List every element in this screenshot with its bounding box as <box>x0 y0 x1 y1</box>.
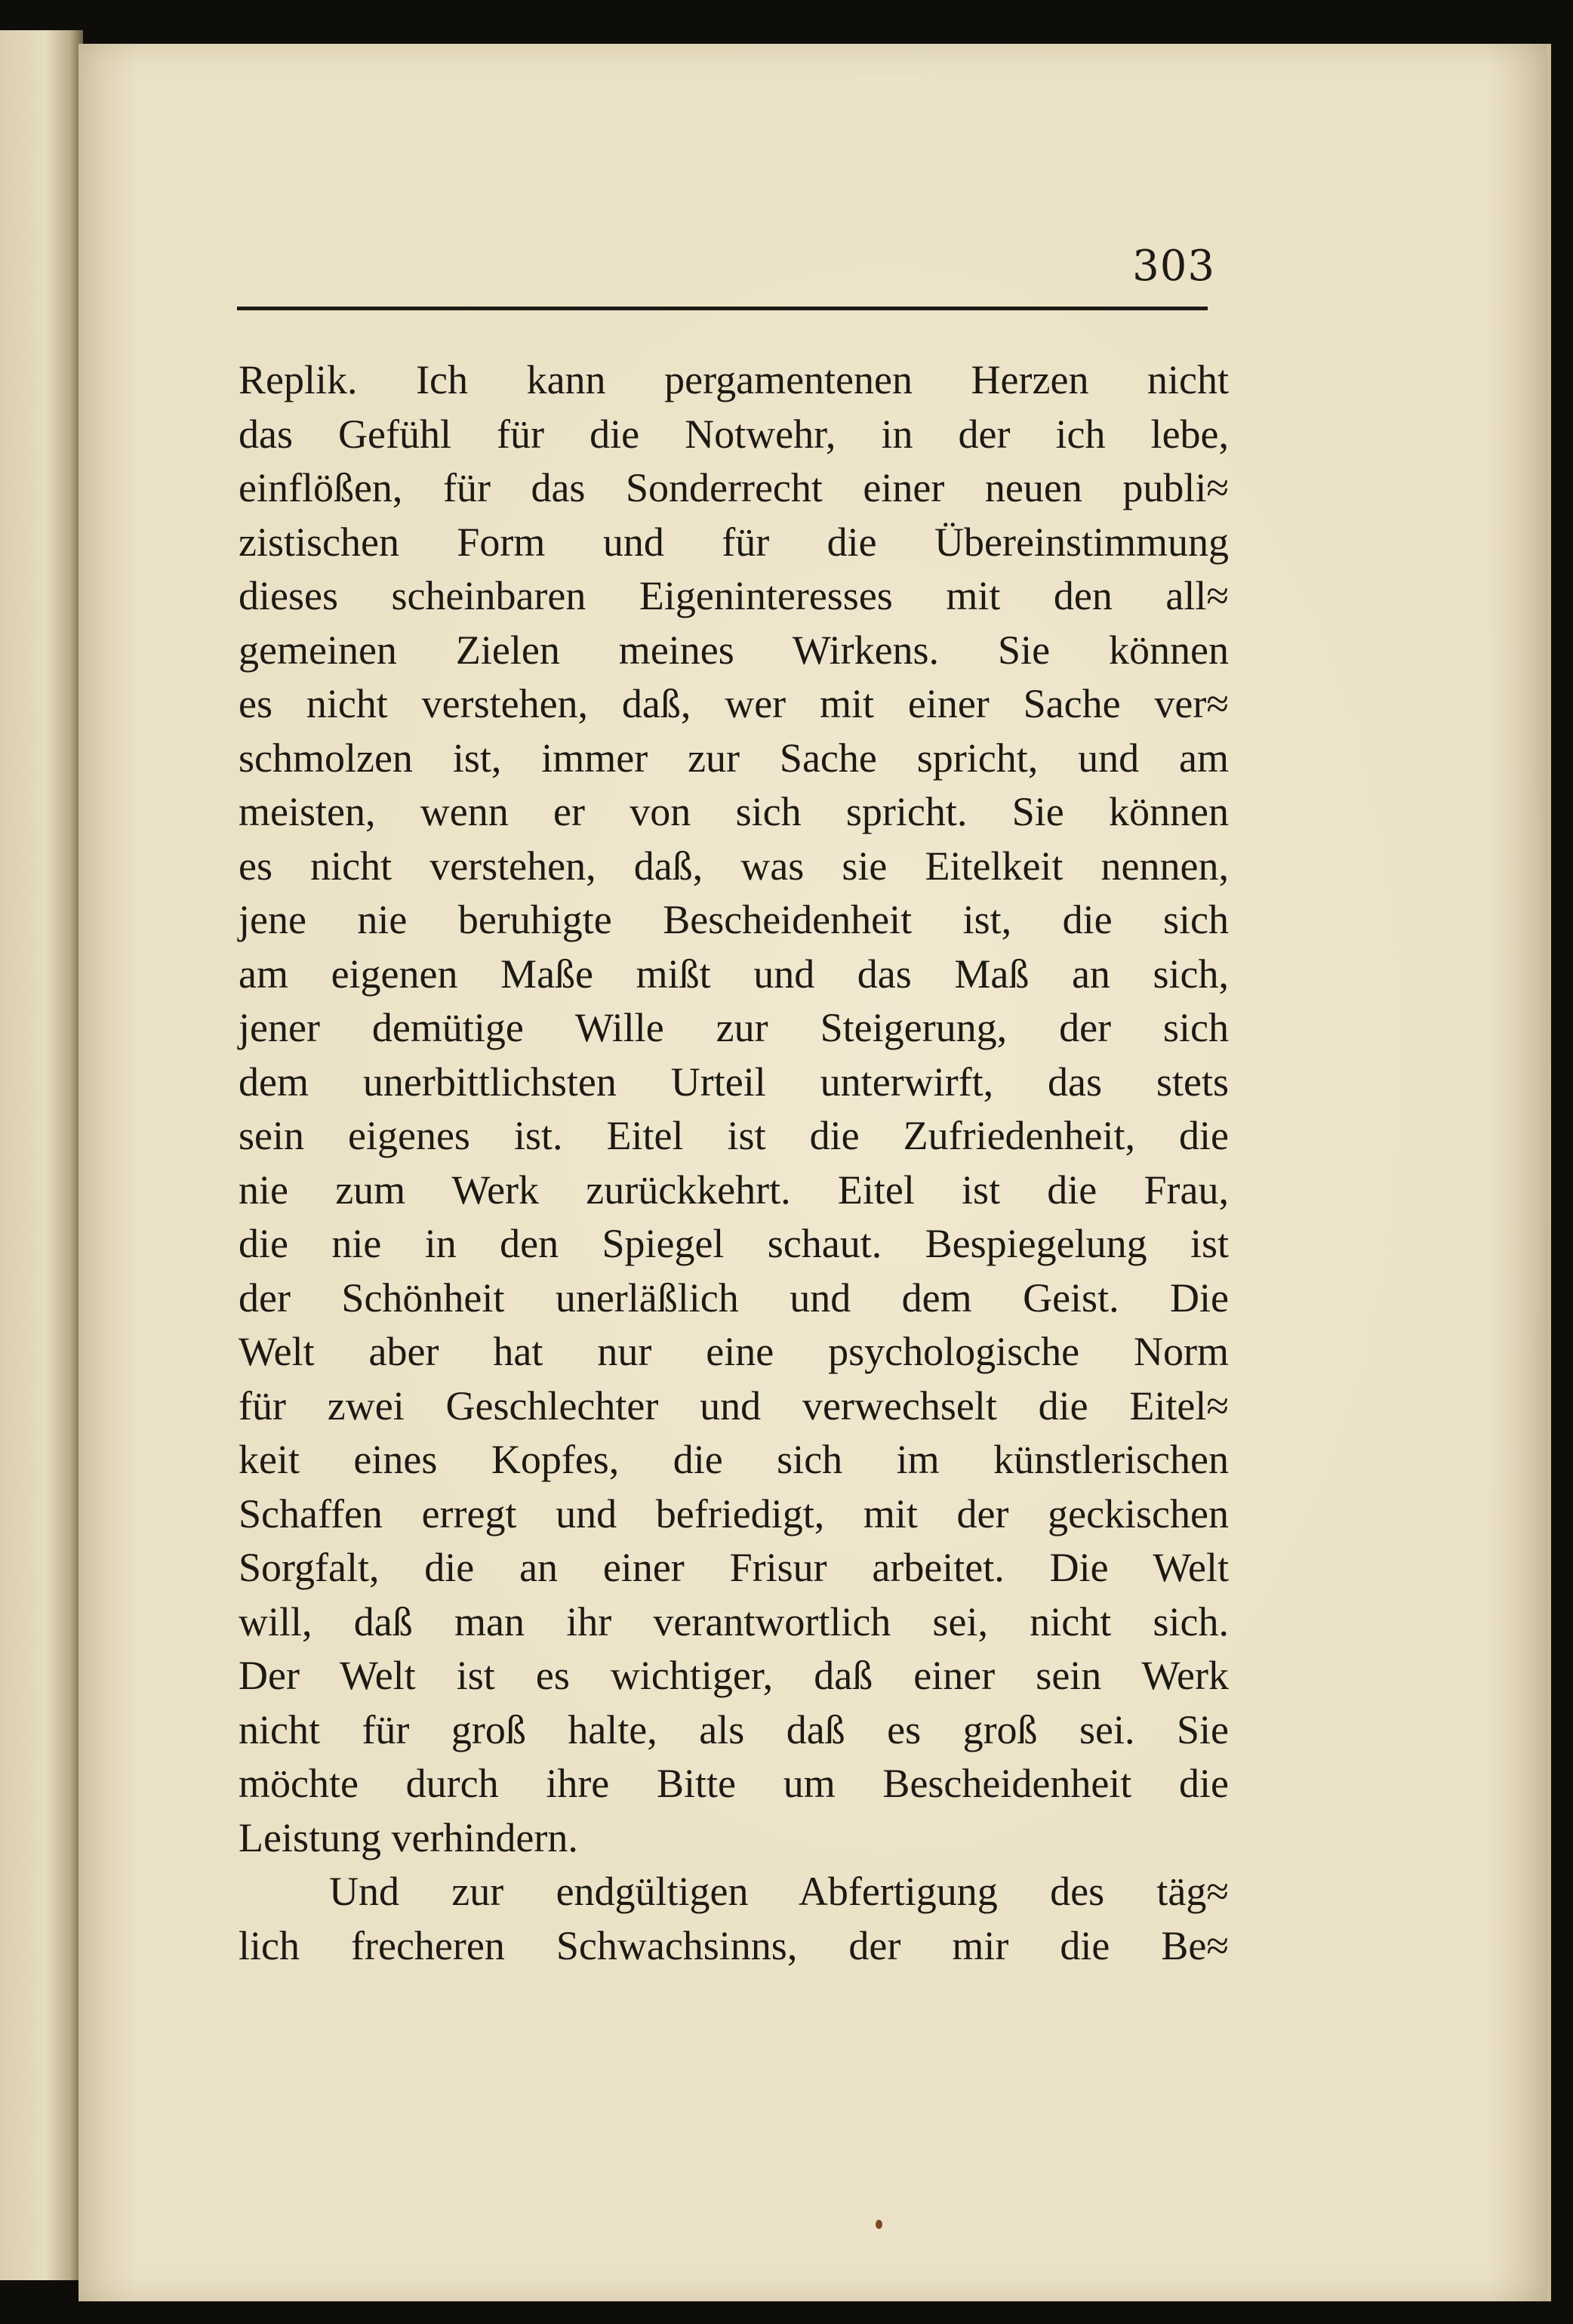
text-line: will, daß man ihr verantwortlich sei, nicht sich. <box>239 1598 1229 1644</box>
text-line: für zwei Geschlechter und verwechselt die Eitel≈ <box>239 1382 1229 1429</box>
text-line: lich frecheren Schwachsinns, der mir die Be≈ <box>239 1922 1229 1968</box>
text-line: am eigenen Maße mißt und das Maß an sich, <box>239 951 1229 997</box>
text-line: die nie in den Spiegel schaut. Bespiegelung ist <box>239 1221 1229 1266</box>
text-line: der Schönheit unerläßlich und dem Geist. Die <box>239 1275 1229 1321</box>
paragraph-1 <box>239 353 1229 1865</box>
previous-page-edge <box>0 30 83 2280</box>
text-line: möchte durch ihre Bitte um Bescheidenheit die <box>239 1761 1229 1806</box>
paper-speck <box>876 2220 882 2229</box>
text-line: nicht für groß halte, als daß es groß sei. Sie <box>239 1706 1229 1752</box>
body-text <box>239 353 1229 1973</box>
text-line: meisten, wenn er von sich spricht. Sie können <box>239 789 1229 834</box>
text-line: Und zur endgültigen Abfertigung des täg≈ <box>329 1869 1229 1914</box>
text-line: Leistung verhindern. <box>239 1814 578 1860</box>
text-line: das Gefühl für die Notwehr, in der ich lebe, <box>239 411 1229 457</box>
page-number: 303 <box>1132 242 1215 291</box>
text-line: es nicht verstehen, daß, wer mit einer Sache ver≈ <box>239 681 1229 726</box>
text-line: es nicht verstehen, daß, was sie Eitelkeit nennen, <box>239 843 1229 889</box>
text-line: Welt aber hat nur eine psychologische Norm <box>239 1329 1229 1374</box>
text-line: jener demütige Wille zur Steigerung, der sich <box>239 1005 1229 1050</box>
text-line: dem unerbittlichsten Urteil unterwirft, das stets <box>239 1059 1229 1105</box>
text-line: zistischen Form und für die Übereinstimmung <box>239 519 1229 565</box>
text-line: gemeinen Zielen meines Wirkens. Sie können <box>239 627 1229 673</box>
text-line: jene nie beruhigte Bescheidenheit ist, die sich <box>239 897 1229 942</box>
text-line: nie zum Werk zurückkehrt. Eitel ist die Frau, <box>239 1167 1229 1213</box>
text-line: sein eigenes ist. Eitel ist die Zufriedenheit, die <box>239 1113 1229 1158</box>
paragraph-2 <box>239 1865 1229 1973</box>
text-line: dieses scheinbaren Eigeninteresses mit den all≈ <box>239 573 1229 618</box>
header-rule <box>237 307 1208 310</box>
text-line: keit eines Kopfes, die sich im künstlerischen <box>239 1437 1229 1482</box>
text-line: Replik. Ich kann pergamentenen Herzen nicht <box>239 357 1229 402</box>
text-line: Sorgfalt, die an einer Frisur arbeitet. Die Welt <box>239 1545 1229 1590</box>
text-line: schmolzen ist, immer zur Sache spricht, und am <box>239 735 1229 781</box>
text-line: Der Welt ist es wichtiger, daß einer sein Werk <box>239 1653 1229 1698</box>
text-line: einflößen, für das Sonderrecht einer neuen publi≈ <box>239 465 1229 510</box>
text-line: Schaffen erregt und befriedigt, mit der geckischen <box>239 1490 1229 1536</box>
